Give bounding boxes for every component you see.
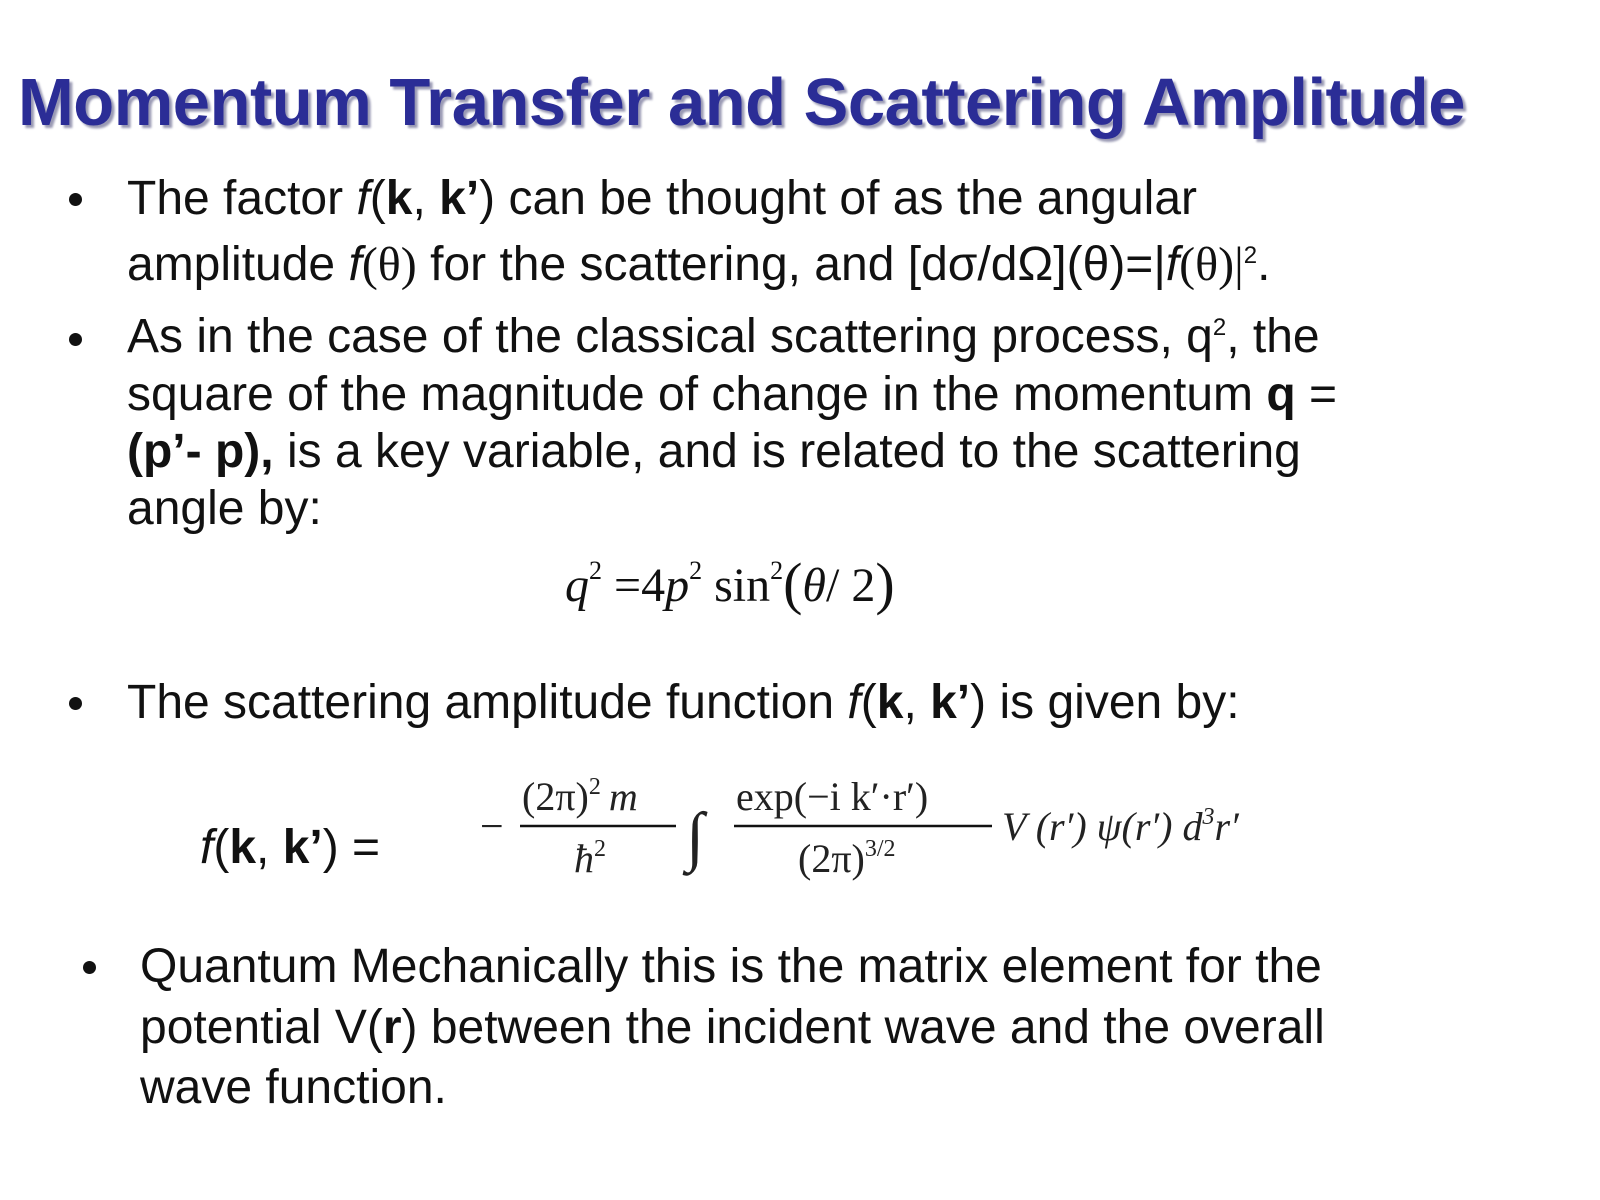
bullet-1-line-1: The factor f(k, k’) can be thought of as the angular — [127, 172, 1198, 225]
eq-tail: V (r′) ψ(r′) $d^3r'$ — [1002, 804, 1239, 849]
bullet-4-line-3: wave function. — [140, 1061, 447, 1114]
bullet-2-line-1: As in the case of the classical scattering process, $q^2$, the — [127, 310, 1320, 363]
bullet-2-line-2: square of the magnitude of change in the momentum q = — [127, 368, 1338, 421]
eq-minus: − — [480, 804, 504, 850]
bullet-marker — [83, 961, 96, 974]
bullet-1-line-2: amplitude f(θ) for the scattering, and $[d\sigma/d\Omega](\theta)=|f(\theta)|^2$. — [127, 238, 1271, 291]
bullet-marker — [69, 697, 82, 710]
eq-den2: $(2\pi)^{3/2}$ — [798, 836, 896, 881]
bullet-4-line-2: potential V(r) between the incident wave and the overall — [140, 1001, 1325, 1054]
eq-num2: exp(−i k′·r′) — [736, 774, 929, 819]
bullet-4-line-1: Quantum Mechanically this is the matrix element for the — [140, 940, 1322, 993]
bullet-2-line-3: (p’- p), is a key variable, and is related to the scattering — [127, 425, 1301, 478]
bullet-2-line-4: angle by: — [127, 482, 322, 535]
bullet-3-line-1: The scattering amplitude function f(k, k’) is given by: — [127, 676, 1240, 729]
bullet-marker — [69, 333, 82, 346]
eq-num1: $(2\pi)^2$ m — [522, 774, 638, 819]
bullet-marker — [69, 193, 82, 206]
amplitude-equation-rhs — [480, 770, 1360, 900]
equation-momentum-transfer: $q^2 =4p^2$ $\sin^2(\theta/$ 2) — [565, 551, 895, 616]
eq-den1: $ħ^2$ — [574, 836, 606, 881]
slide-title: Momentum Transfer and Scattering Amplitude — [18, 65, 1465, 140]
amplitude-equation-lhs: f(k, k’) = — [200, 821, 381, 874]
eq-integral: ∫ — [686, 800, 705, 873]
